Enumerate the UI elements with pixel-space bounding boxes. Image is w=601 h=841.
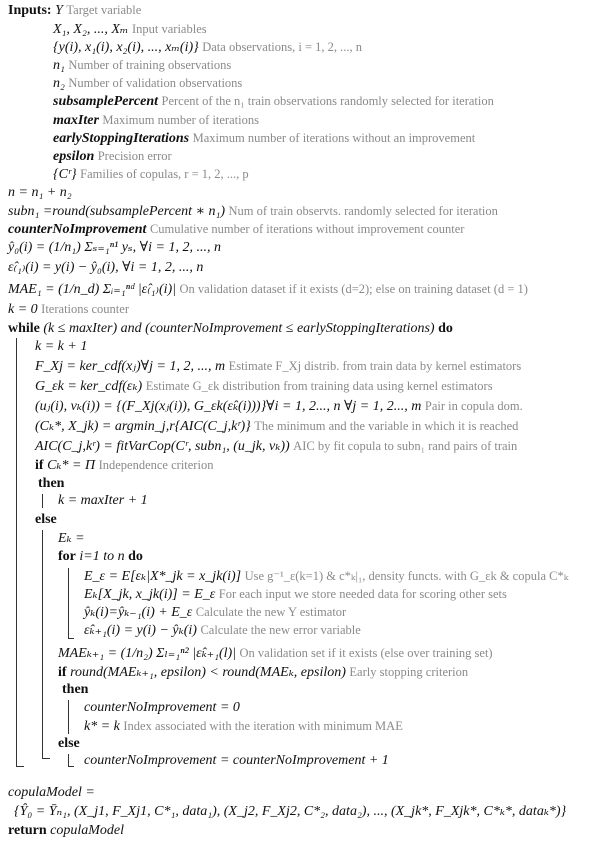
if2-else [58, 735, 80, 753]
model-expr: {Ŷ₀ = Ȳₙ₁, (X_j1, F_Xj1, C*₁, data₁), (X_j2, F_Xj2, C*₂, data₂), ..., (X_jk*, F_Xjk*, C*ₖ*, dataₖ*)} [14, 804, 567, 819]
body-comment: The minimum and the variable in which it is reached [254, 419, 519, 433]
init-row-4 [8, 259, 203, 277]
init-comment: On validation dataset if it exists (d=2); else on training dataset (d = 1) [179, 282, 528, 296]
input-comment: Number of training observations [68, 58, 232, 72]
init-row-1 [8, 202, 498, 221]
then2-expr: k* = k [84, 719, 120, 734]
while-body-5 [35, 437, 517, 456]
body-comment: Estimate G_εk distribution from training data using kernel estimators [145, 379, 493, 393]
input-comment: Percent of the n₁ train observations randomly selected for iteration [161, 94, 494, 108]
for-comment: Use g⁻¹_ε(k=1) & c*ₖ|₁, density functs. with G_εk & copula C*ₖ [244, 569, 569, 583]
mae-expr: MAEₖ₊₁ = (1/n₂) Σₗ₌₁ⁿ² |ε̂ₖ₊₁(l)| [58, 646, 237, 661]
init-row-3 [8, 239, 221, 257]
else-keyword: else [58, 736, 80, 751]
return-keyword: return [8, 823, 47, 838]
init-row-5 [8, 280, 528, 299]
init-comment: Num of train observts. randomly selected for iteration [228, 204, 498, 218]
input-expr: subsamplePercent [53, 94, 158, 109]
while-body-1 [35, 357, 521, 376]
while-body-2 [35, 377, 493, 396]
if2-then [62, 681, 88, 699]
then-block-bar [42, 494, 43, 508]
for-comment: Calculate the new error variable [200, 623, 361, 637]
init-expr: counterNoImprovement [8, 222, 147, 237]
init-expr: k = 0 [8, 302, 38, 317]
do-keyword: do [128, 549, 143, 564]
if1-else [35, 511, 57, 529]
while-body-4 [35, 417, 518, 436]
inputs-row-8 [53, 147, 172, 166]
if2-comment: Early stopping criterion [349, 665, 469, 679]
if1-header [35, 456, 213, 475]
else2-block-bar [68, 754, 69, 766]
input-expr: {y(i), x₁(i), x₂(i), ..., xₘ(i)} [53, 40, 199, 55]
for-keyword: for [58, 549, 76, 564]
if1-condition: Cₖ* = Π [47, 458, 96, 473]
if1-then-body [58, 492, 148, 510]
for-header [58, 548, 143, 566]
inputs-label: Inputs: [8, 3, 52, 18]
then-keyword: then [38, 476, 65, 491]
for-comment: For each input we store needed data for scoring other sets [218, 587, 507, 601]
inputs-row-7 [53, 129, 475, 148]
init-expr: n = n₁ + n₂ [8, 185, 72, 200]
input-comment: Input variables [131, 22, 207, 36]
input-comment: Maximum number of iterations without an improvement [192, 131, 476, 145]
if2-header [58, 663, 468, 682]
input-expr: maxIter [53, 113, 99, 128]
input-expr: n₁ [53, 58, 65, 73]
init-expr: subn₁ =round(subsamplePercent ∗ n₁) [8, 204, 226, 219]
model-expr-row [14, 803, 566, 821]
init-expr: ε̂₍₁₎(i) = y(i) − ŷ₀(i), ∀i = 1, 2, ..., n [8, 260, 204, 275]
else-block-bar [42, 530, 43, 758]
input-comment: Precision error [97, 149, 172, 163]
input-expr: X₁, X₂, ..., Xₘ [53, 22, 129, 37]
for-body-0 [84, 567, 568, 586]
body-comment: AIC by fit copula to subn₁ rand pairs of train [293, 439, 518, 453]
input-comment: Number of validation observations [68, 76, 243, 90]
while-body-0 [35, 338, 87, 356]
input-expr: {Cʳ} [53, 167, 77, 182]
while-condition: (k ≤ maxIter) and (counterNoImprovement ≤ earlyStoppingIterations) [43, 321, 435, 336]
body-expr: F_Xj = ker_cdf(xⱼ)∀j = 1, 2, ..., m [35, 359, 226, 374]
if2-else-body [84, 752, 389, 770]
input-comment: Data observations, i = 1, 2, ..., n [202, 40, 363, 54]
if2-then-body-0 [84, 699, 240, 717]
input-comment: Target variable [66, 3, 142, 17]
return-value: copulaModel [50, 823, 124, 838]
init-row-0 [8, 184, 72, 202]
inputs-row-3 [53, 56, 231, 75]
then2-comment: Index associated with the iteration with minimum MAE [123, 719, 403, 733]
if1-comment: Independence criterion [98, 458, 214, 472]
for-expr: ŷₖ(i)=ŷₖ₋₁(i) + E_ε [84, 605, 193, 620]
model-label: copulaModel = [8, 785, 95, 800]
for-body-2 [84, 603, 346, 622]
init-expr: ŷ₀(i) = (1/n₁) Σₛ₌₁ⁿ¹ yₛ, ∀i = 1, 2, ..., n [8, 240, 221, 255]
model-label-row [8, 784, 95, 802]
body-expr: (uⱼ(i), vₖ(i)) = {(F_Xj(xⱼ(i)), G_εk(ε̂ₖ(i)))}∀i = 1, 2..., n ∀j = 1, 2..., m [35, 399, 422, 414]
init-expr: MAE₁ = (1/n_d) Σᵢ₌₁ⁿᵈ |ε̂₍₁₎(i)| [8, 282, 177, 297]
inputs-row-0 [8, 1, 141, 20]
for-block-end [68, 638, 74, 639]
if1-then [38, 475, 64, 493]
init-comment: Cumulative number of iterations without improvement counter [149, 222, 465, 236]
if-keyword: if [35, 458, 44, 473]
input-expr: Y [55, 3, 63, 18]
inputs-row-2 [53, 38, 362, 57]
for-comment: Calculate the new Y estimator [195, 605, 347, 619]
return-row [8, 822, 124, 840]
then-body-expr: k = maxIter + 1 [58, 493, 148, 508]
if-keyword: if [58, 665, 67, 680]
for-range: i=1 to n [79, 549, 125, 564]
inputs-row-6 [53, 111, 259, 130]
inputs-row-4 [53, 74, 242, 93]
while-body-3 [35, 397, 523, 416]
while-header [8, 320, 453, 338]
inputs-row-1 [53, 20, 207, 39]
ek-expr: Eₖ = [58, 531, 85, 546]
while-block-bar [16, 338, 17, 766]
input-comment: Families of copulas, r = 1, 2, ..., p [80, 167, 249, 181]
input-expr: epsilon [53, 149, 95, 164]
inputs-row-5 [53, 92, 494, 111]
for-expr: Eₖ[X_jk, x_jk(i)] = E_ε [84, 587, 216, 602]
then2-block-bar [68, 700, 69, 734]
input-comment: Maximum number of iterations [102, 113, 259, 127]
body-comment: Pair in copula dom. [424, 399, 523, 413]
input-expr: n₂ [53, 76, 65, 91]
else2-block-end [68, 766, 74, 767]
else-keyword: else [35, 512, 57, 527]
body-expr: (Cₖ*, X_jk) = argmin_j,r{AIC(C_j,kʳ)} [35, 419, 251, 434]
inputs-row-9 [53, 165, 249, 184]
then-keyword: then [62, 682, 89, 697]
while-block-end [16, 766, 24, 767]
do-keyword: do [438, 321, 453, 336]
else-block-end [42, 758, 50, 759]
for-body-3 [84, 621, 361, 640]
body-comment: Estimate F_Xj distrib. from train data by kernel estimators [228, 359, 522, 373]
while-keyword: while [8, 321, 40, 336]
body-expr: AIC(C_j,kʳ) = fitVarCop(Cʳ, subn₁, (u_jk, vₖ)) [35, 439, 290, 454]
for-body-1 [84, 585, 507, 604]
else2-expr: counterNoImprovement = counterNoImprovement + 1 [84, 753, 389, 768]
for-expr: ε̂ₖ₊₁(i) = y(i) − ŷₖ(i) [84, 623, 197, 638]
mae-update [58, 644, 493, 663]
then2-expr: counterNoImprovement = 0 [84, 700, 240, 715]
init-row-2 [8, 220, 464, 239]
for-expr: E_ε = E[εₖ|X*_jk = x_jk(i)] [84, 569, 242, 584]
ek-init [58, 530, 85, 548]
init-row-6 [8, 300, 129, 319]
for-block-bar [68, 568, 69, 638]
mae-comment: On validation set if it exists (else over training set) [239, 646, 493, 660]
if2-then-body-1 [84, 717, 403, 736]
if2-condition: round(MAEₖ₊₁, epsilon) < round(MAEₖ, epsilon) [70, 665, 346, 680]
input-expr: earlyStoppingIterations [53, 131, 190, 146]
body-expr: G_εk = ker_cdf(εₖ) [35, 379, 143, 394]
init-comment: Iterations counter [41, 302, 129, 316]
body-expr: k = k + 1 [35, 339, 88, 354]
